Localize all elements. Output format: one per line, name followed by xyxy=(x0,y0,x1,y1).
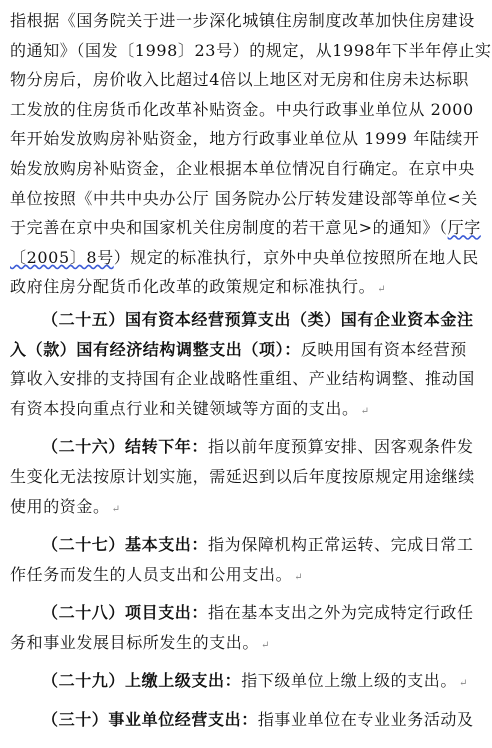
text-line xyxy=(10,492,460,525)
section-heading: （三十）事业单位经营支出： xyxy=(42,710,258,730)
text-line xyxy=(10,560,460,593)
section-heading: （二十六）结转下年： xyxy=(42,437,209,457)
text-line xyxy=(10,432,474,462)
paragraph-mark-icon: ↵ xyxy=(459,678,468,690)
paragraph-mark-icon: ↵ xyxy=(111,503,121,515)
section-heading: （二十七）基本支出： xyxy=(42,535,209,555)
text-fragment: 指事业单位在专业业务活动及 xyxy=(257,710,474,730)
paragraph-mark-icon: ↵ xyxy=(294,571,304,583)
text-fragment: 指以前年度预算安排、因客观条件发 xyxy=(208,437,474,457)
text-fragment: 有资本投向重点行业和关键领域等方面的支出。 xyxy=(10,398,359,418)
text-line: 工发放的住房货币化改革补贴资金。中央行政事业单位从 2000 xyxy=(10,99,474,119)
text-line: 物分房后，房价收入比超过4倍以上地区对无房和住房未达标职 xyxy=(10,70,469,90)
text-line: 年开始发放购房补贴资金，地方行政事业单位从 1999 年陆续开 xyxy=(10,129,480,149)
text-fragment: 反映用国有资本经营预 xyxy=(300,339,467,359)
paragraph-mark-icon: ↵ xyxy=(377,284,387,296)
section-heading: （二十五）国有资本经营预算支出（类）国有企业资本金注 xyxy=(42,309,474,329)
text-line xyxy=(10,394,460,427)
paragraph-project-expenditure xyxy=(10,598,474,660)
text-line xyxy=(10,243,479,273)
paragraph-housing-subsidy xyxy=(10,6,492,305)
text-line xyxy=(10,628,460,661)
spellcheck-underlined-text: 厅字 xyxy=(447,218,481,238)
paragraph-payment-to-superior xyxy=(10,666,468,699)
text-line: 生变化无法按原计划实施，需延迟到以后年度按原规定用途继续 xyxy=(10,466,475,486)
paragraph-mark-icon: ↵ xyxy=(360,405,370,417)
paragraph-state-capital xyxy=(10,305,475,426)
text-line xyxy=(10,335,467,365)
text-fragment: 于完善在京中央和国家机关住房制度的若干意见>的通知》（ xyxy=(10,218,448,238)
text-fragment: 指在基本支出之外为完成特定行政任 xyxy=(208,603,474,623)
heading-line xyxy=(10,305,474,335)
text-fragment: 指为保障机构正常运转、完成日常工 xyxy=(208,535,474,555)
section-heading: （二十九）上缴上级支出： xyxy=(42,671,242,691)
text-fragment: 务和事业发展目标所发生的支出。 xyxy=(10,632,260,652)
paragraph-basic-expenditure xyxy=(10,530,474,592)
text-fragment: 指下级单位上缴上级的支出。 xyxy=(241,671,458,691)
section-heading: （二十八）项目支出： xyxy=(42,603,209,623)
paragraph-mark-icon: ↵ xyxy=(261,639,270,651)
text-line xyxy=(10,213,481,243)
text-line xyxy=(10,598,474,628)
text-line: 指根据《国务院关于进一步深化城镇住房制度改革加快住房建设 xyxy=(10,11,475,30)
text-line: 单位按照《中共中央办公厅 国务院办公厅转发建设部等单位<关 xyxy=(10,188,478,208)
text-fragment: 政府住房分配货币化改革的政策规定和标准执行。 xyxy=(10,277,376,297)
text-line xyxy=(10,705,474,735)
text-line: 算收入安排的支持国有企业战略性重组、产业结构调整、推动国 xyxy=(10,369,475,389)
text-fragment: 作任务而发生的人员支出和公用支出。 xyxy=(10,564,293,584)
text-line xyxy=(10,666,468,699)
paragraph-carry-forward xyxy=(10,432,475,524)
spellcheck-underlined-text: 〔2005〕8号 xyxy=(10,247,114,267)
text-line xyxy=(10,530,474,560)
section-heading: 入（款）国有经济结构调整支出（项）： xyxy=(10,339,301,359)
text-fragment: 使用的资金。 xyxy=(10,496,110,516)
text-line: 始发放购房补贴资金，企业根据本单位情况自行确定。在京中央 xyxy=(10,158,475,178)
paragraph-operating-expenditure xyxy=(10,705,474,735)
text-line xyxy=(10,272,460,305)
text-line: 的通知》（国发〔1998〕23号）的规定，从1998年下半年停止实 xyxy=(10,40,492,60)
text-fragment: ）规定的标准执行，京外中央单位按照所在地人民 xyxy=(113,247,479,267)
